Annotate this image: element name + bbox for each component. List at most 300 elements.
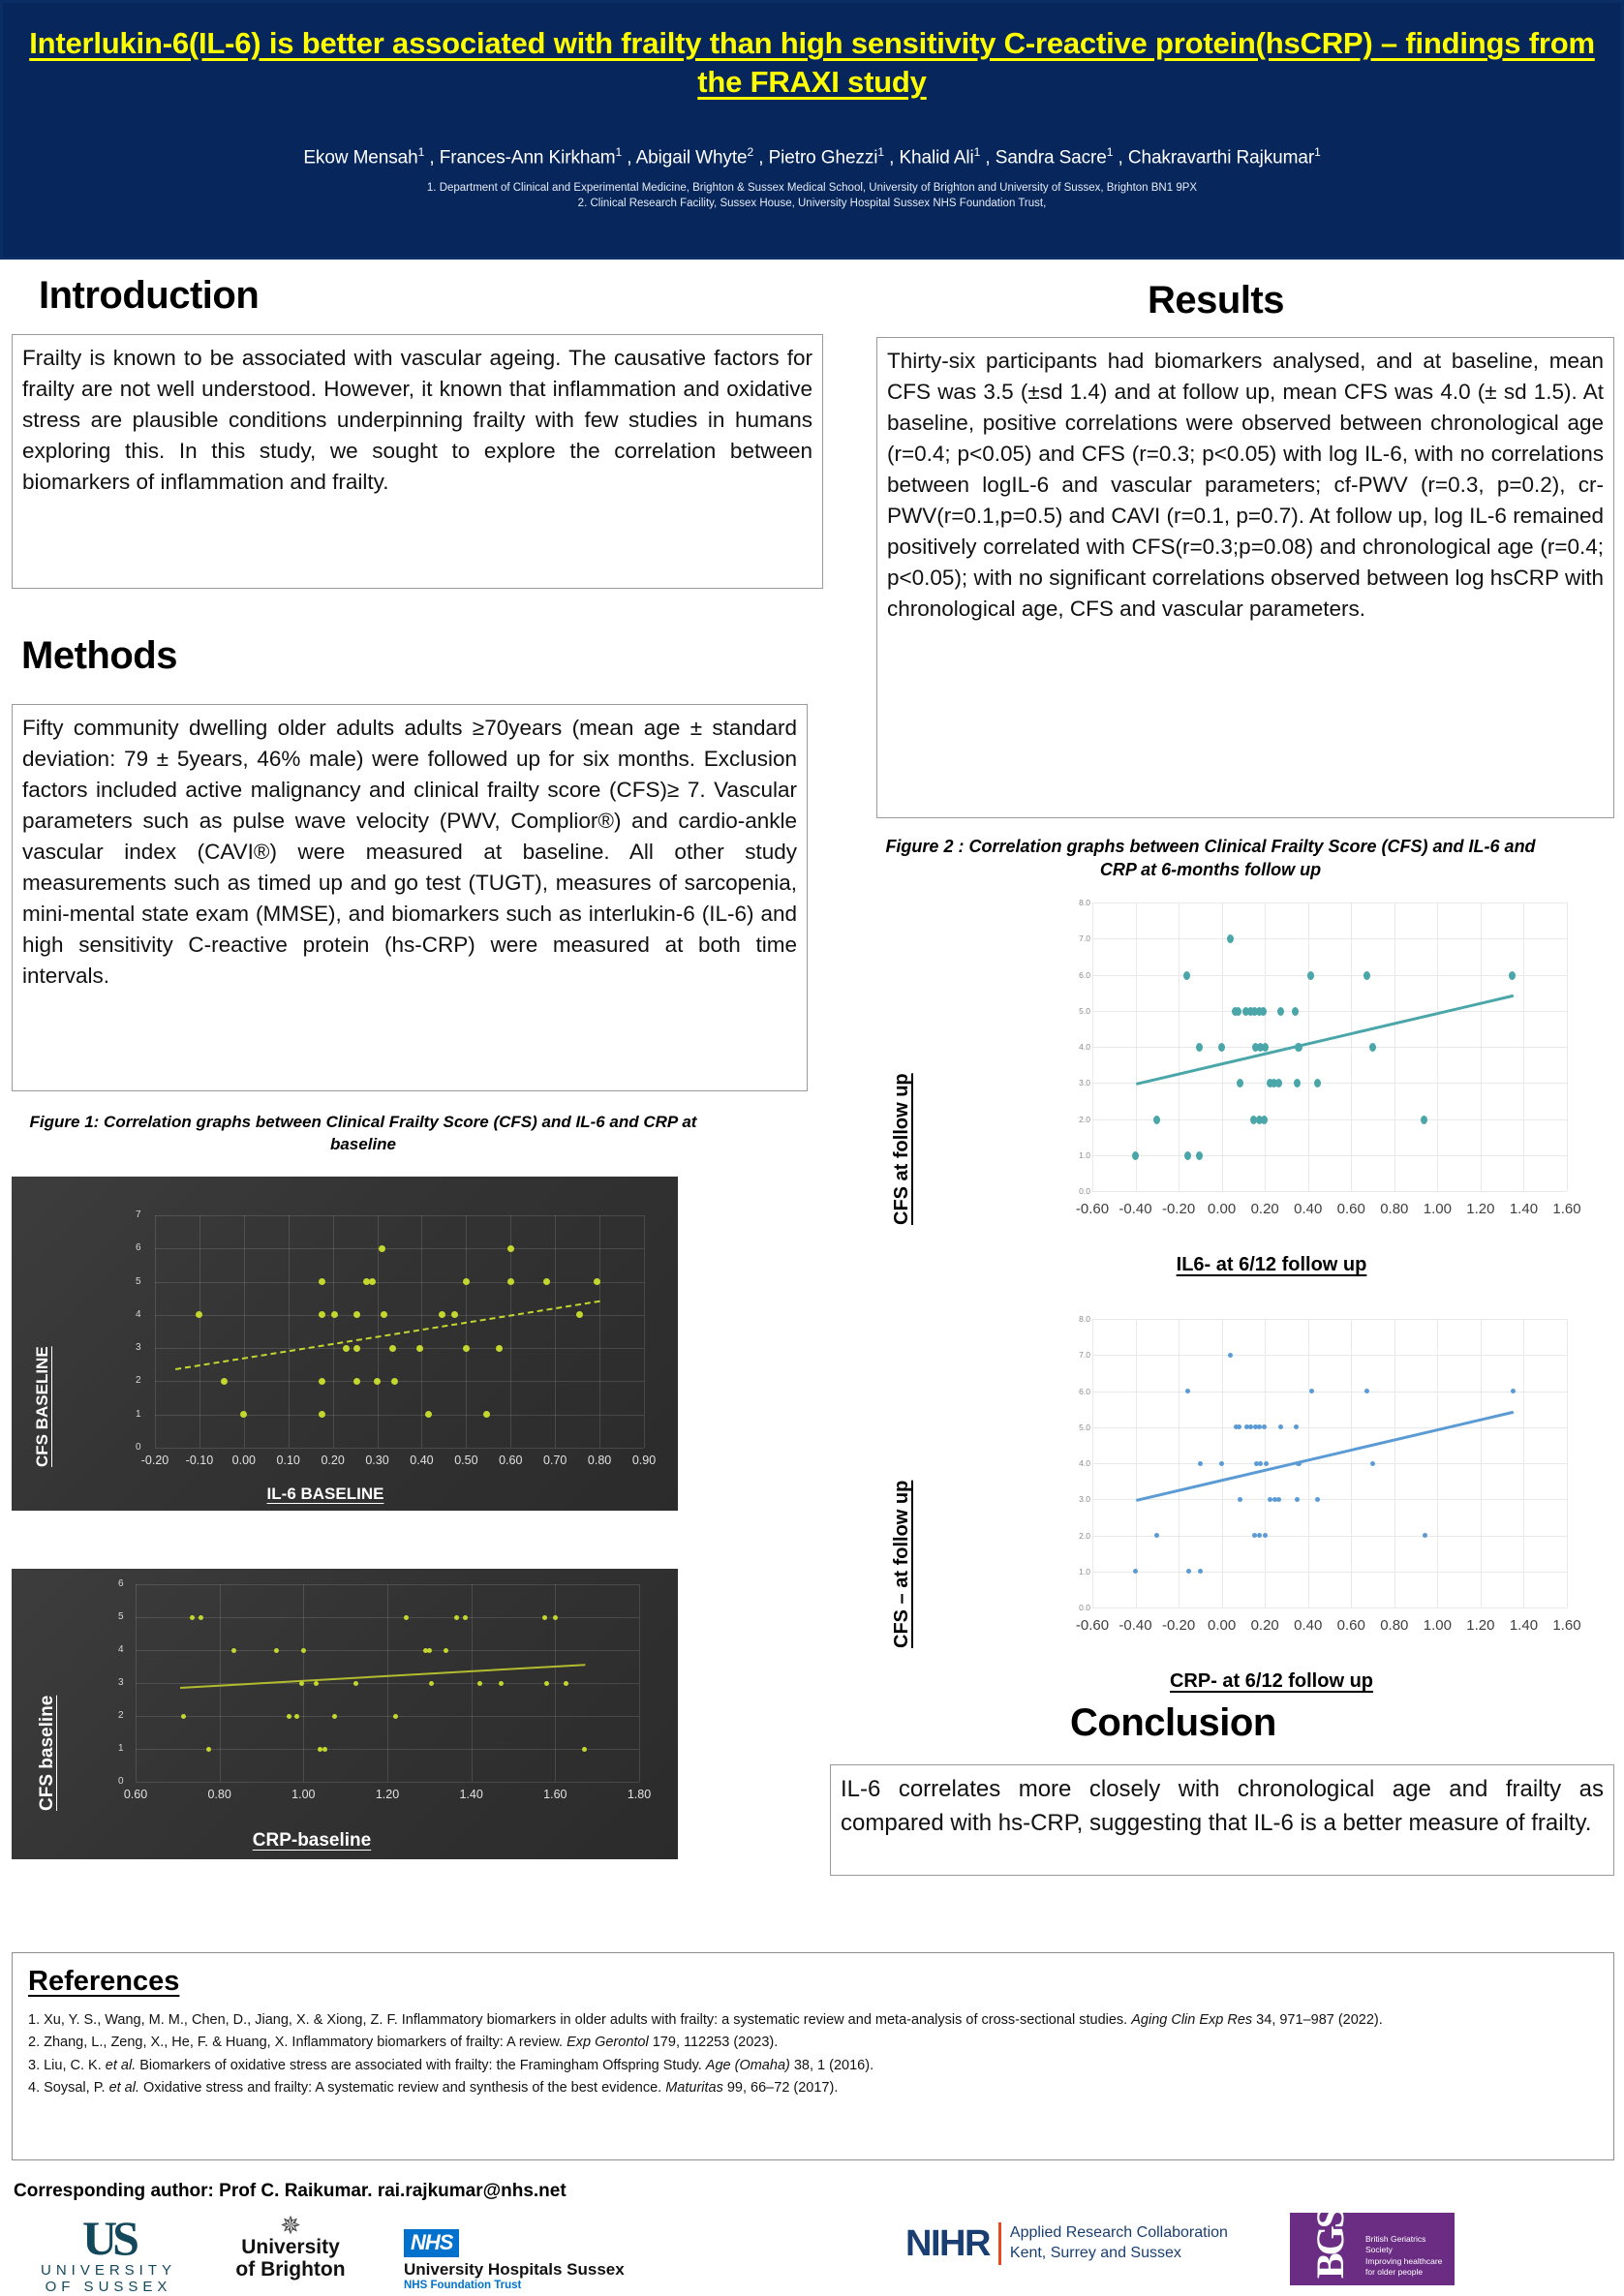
scatter-point (353, 1345, 360, 1352)
trendline (180, 1664, 585, 1689)
x-axis-tick-label: 0.80 (1380, 1201, 1409, 1217)
x-axis-tick-label: 0.60 (499, 1454, 523, 1467)
y-axis-tick-label: 6 (118, 1578, 124, 1589)
x-axis-tick-label: 0.00 (1208, 1201, 1237, 1217)
nihr-line1: Applied Research Collaboration (1009, 2224, 1228, 2242)
scatter-point (190, 1615, 195, 1620)
university-of-brighton-logo (208, 2211, 373, 2281)
gridline-vertical (220, 1584, 221, 1782)
gridline-vertical (421, 1215, 422, 1448)
british-geriatrics-society-logo (1290, 2209, 1455, 2285)
scatter-point (287, 1714, 291, 1719)
gridline-vertical (555, 1584, 556, 1782)
gridline-horizontal (1092, 938, 1567, 939)
scatter-point (196, 1311, 202, 1318)
scatter-point (1294, 1424, 1299, 1429)
scatter-point (1276, 1497, 1281, 1502)
x-axis-tick-label: 1.60 (1552, 1617, 1581, 1634)
y-axis-tick-label: 7 (136, 1209, 141, 1220)
scatter-point (1196, 1151, 1203, 1160)
gridline-horizontal (155, 1348, 644, 1349)
gridline-vertical (1481, 1319, 1482, 1607)
scatter-point (314, 1681, 319, 1686)
x-axis-tick-label: -0.40 (1118, 1617, 1152, 1634)
y-axis-tick-label: 5 (118, 1611, 124, 1622)
nhs-line2: NHS Foundation Trust (404, 2280, 522, 2291)
bgs-mark: BGS (1308, 2209, 1352, 2279)
gridline-horizontal (1092, 1047, 1567, 1048)
scatter-point (1260, 1007, 1267, 1016)
scatter-point (416, 1345, 423, 1352)
scatter-point (1237, 1079, 1243, 1087)
conclusion-heading: Conclusion (1070, 1701, 1276, 1744)
scatter-point (381, 1311, 387, 1318)
scatter-point (181, 1714, 186, 1719)
scatter-point (369, 1278, 376, 1285)
gridline-vertical (1437, 1319, 1438, 1607)
gridline-horizontal (1092, 975, 1567, 976)
x-axis-tick-label: -0.60 (1075, 1617, 1110, 1634)
gridline-vertical (472, 1584, 473, 1782)
scatter-point (444, 1648, 448, 1653)
scatter-point (1307, 971, 1314, 980)
y-axis-tick-label: 8.0 (1079, 1314, 1090, 1324)
gridline-vertical (1394, 1319, 1395, 1607)
scatter-point (301, 1648, 306, 1653)
scatter-point (1133, 1569, 1138, 1574)
x-axis-tick-label: -0.60 (1075, 1201, 1110, 1217)
affiliations (427, 180, 1197, 212)
introduction-body: Frailty is known to be associated with vascular ageing. The causative factors for frailty are not well understood. However, it known that inflammation and oxidative stress are plausible conditions underpinning frailty with few studies in humans exploring this. In this study, we sought to explore the correlation between biomarkers of inflammation and frailty. (12, 334, 823, 589)
scatter-point (1364, 1389, 1369, 1393)
scatter-point (1297, 1461, 1302, 1466)
methods-heading: Methods (21, 634, 177, 677)
x-axis-tick-label: -0.20 (1161, 1201, 1196, 1217)
trendline (175, 1300, 600, 1369)
scatter-point (1295, 1497, 1300, 1502)
x-axis-tick-label: -0.40 (1118, 1201, 1152, 1217)
x-axis-tick-label: 1.00 (1423, 1617, 1452, 1634)
gridline-horizontal (155, 1248, 644, 1249)
scatter-point (1370, 1461, 1375, 1466)
scatter-point (483, 1411, 490, 1418)
y-axis-tick-label: 0.0 (1079, 1603, 1090, 1612)
gridline-horizontal (1092, 1607, 1567, 1608)
chart-cfs-vs-crp-baseline (12, 1569, 678, 1859)
scatter-point (439, 1311, 445, 1318)
nihr-arc-logo (905, 2222, 1228, 2265)
x-axis-tick-label: 0.60 (1336, 1617, 1365, 1634)
chart-fig1b-ylabel: CFS baseline (37, 1695, 57, 1811)
affiliation-1: 1. Department of Clinical and Experimental Medicine, Brighton & Sussex Medical School, University of Brighton and University of Sussex, Brighton BN1 9PX (426, 181, 1198, 194)
y-axis-tick-label: 6.0 (1079, 1386, 1090, 1396)
y-axis-tick-label: 3.0 (1079, 1078, 1090, 1088)
poster-title: Interlukin-6(IL-6) is better associated with frailty than high sensitivity C-reactive protein(hsCRP) – findings from the FRAXI study (29, 26, 1595, 99)
star-icon: ✵ (280, 2211, 301, 2240)
gridline-horizontal (1092, 1191, 1567, 1192)
y-axis-tick-label: 4 (118, 1644, 124, 1655)
bgs-line2: Improving healthcare (1365, 2255, 1443, 2266)
x-axis-tick-label: 1.80 (627, 1788, 652, 1801)
scatter-point (1218, 1043, 1225, 1052)
references-list (28, 2009, 1600, 2100)
chart-cfs-vs-crp-followup (889, 1307, 1606, 1699)
gridline-horizontal (1092, 1155, 1567, 1156)
x-axis-tick-label: 1.20 (375, 1788, 400, 1801)
y-axis-tick-label: 0.0 (1079, 1186, 1090, 1196)
x-axis-tick-label: 0.60 (123, 1788, 148, 1801)
scatter-point (1278, 1424, 1283, 1429)
gridline-vertical (1437, 903, 1438, 1191)
y-axis-tick-label: 2 (136, 1375, 141, 1387)
gridline-vertical (1179, 1319, 1180, 1607)
scatter-point (1314, 1079, 1321, 1087)
chart-fig2a-xlabel: IL6- at 6/12 follow up (1176, 1254, 1367, 1275)
gridline-vertical (1092, 903, 1093, 1191)
scatter-point (463, 1615, 468, 1620)
scatter-point (1509, 971, 1516, 980)
scatter-point (1364, 971, 1370, 980)
gridline-vertical (1351, 903, 1352, 1191)
gridline-horizontal (155, 1282, 644, 1283)
scatter-point (477, 1681, 482, 1686)
scatter-point (1511, 1389, 1516, 1393)
scatter-point (1261, 1116, 1268, 1124)
gridline-vertical (1136, 903, 1137, 1191)
gridline-vertical (199, 1215, 200, 1448)
gridline-horizontal (1092, 1392, 1567, 1393)
scatter-point (542, 1615, 547, 1620)
x-axis-tick-label: 0.30 (365, 1454, 389, 1467)
scatter-point (393, 1714, 398, 1719)
y-axis-tick-label: 4.0 (1079, 1458, 1090, 1468)
scatter-point (353, 1311, 360, 1318)
y-axis-tick-label: 2.0 (1079, 1530, 1090, 1541)
scatter-point (343, 1345, 350, 1352)
y-axis-tick-label: 5.0 (1079, 1005, 1090, 1016)
scatter-point (331, 1311, 338, 1318)
scatter-point (553, 1615, 558, 1620)
gridline-vertical (1567, 1319, 1568, 1607)
x-axis-tick-label: 0.50 (454, 1454, 478, 1467)
scatter-point (1183, 971, 1190, 980)
y-axis-tick-label: 3 (136, 1342, 141, 1354)
scatter-point (451, 1311, 458, 1318)
trendline (1136, 995, 1514, 1086)
gridline-vertical (644, 1215, 645, 1448)
gridline-horizontal (1092, 1355, 1567, 1356)
chart-fig1b-xlabel: CRP-baseline (252, 1830, 372, 1851)
scatter-point (1275, 1079, 1282, 1087)
results-heading: Results (1148, 279, 1284, 321)
scatter-point (206, 1747, 211, 1752)
gridline-horizontal (1092, 1083, 1567, 1084)
brighton-line2: of Brighton (235, 2258, 346, 2281)
x-axis-tick-label: 0.80 (1380, 1617, 1409, 1634)
gridline-horizontal (1092, 1536, 1567, 1537)
x-axis-tick-label: 1.20 (1466, 1617, 1495, 1634)
scatter-point (463, 1278, 470, 1285)
y-axis-tick-label: 7.0 (1079, 1350, 1090, 1361)
nihr-text (1010, 2223, 1228, 2264)
scatter-point (425, 1411, 432, 1418)
gridline-vertical (289, 1215, 290, 1448)
x-axis-tick-label: 1.40 (1509, 1617, 1539, 1634)
reference-item: 1. Xu, Y. S., Wang, M. M., Chen, D., Jiang, X. & Xiong, Z. F. Inflammatory biomarkers in older adults with frailty: a systematic review and meta-analysis of cross-sectional studies. Aging Clin Exp Res 34, 971–987 (2022). (28, 2012, 1383, 2028)
methods-body: Fifty community dwelling older adults adults ≥70years (mean age ± standard deviation: 79 ± 5years, 46% male) were followed up for six months. Exclusion factors included active malignancy and clinical frailty score (CFS)≥ 7. Vascular parameters such as pulse wave velocity (PWV, Complior®) and cardio-ankle vascular index (CAVI®) were measured at baseline. All other study measurements such as timed up and go test (TUGT), measures of sarcopenia, mini-mental state exam (MMSE), and biomarkers such as interlukin-6 (IL-6) and high sensitivity C-reactive protein (hs-CRP) were measured at both time intervals. (12, 704, 808, 1091)
chart-cfs-vs-il6-baseline (12, 1177, 678, 1511)
gridline-vertical (1308, 903, 1309, 1191)
x-axis-tick-label: 0.90 (631, 1454, 657, 1467)
x-axis-tick-label: -0.10 (185, 1454, 214, 1467)
x-axis-tick-label: 1.60 (543, 1788, 567, 1801)
scatter-point (1277, 1007, 1284, 1016)
scatter-point (499, 1681, 504, 1686)
y-axis-tick-label: 6 (136, 1242, 141, 1254)
gridline-vertical (1394, 903, 1395, 1191)
scatter-point (1235, 1007, 1241, 1016)
y-axis-tick-label: 1.0 (1079, 1566, 1090, 1577)
y-axis-tick-label: 3 (118, 1677, 124, 1688)
scatter-point (1258, 1461, 1263, 1466)
y-axis-tick-label: 6.0 (1079, 969, 1090, 980)
poster-header-banner (0, 0, 1624, 260)
x-axis-tick-label: -0.20 (1161, 1617, 1196, 1634)
y-axis-tick-label: 4.0 (1079, 1042, 1090, 1052)
y-axis-tick-label: 5 (136, 1275, 141, 1287)
trendline (1136, 1411, 1514, 1502)
introduction-heading: Introduction (39, 274, 260, 317)
x-axis-tick-label: 1.00 (1423, 1201, 1452, 1217)
gridline-horizontal (1092, 1463, 1567, 1464)
reference-item: 4. Soysal, P. et al. Oxidative stress and frailty: A systematic review and synthesis of the best evidence. Maturitas 99, 66–72 (2017). (28, 2080, 839, 2097)
nihr-divider (998, 2222, 1001, 2265)
scatter-point (543, 1278, 550, 1285)
references-box (12, 1952, 1614, 2160)
scatter-point (1421, 1116, 1427, 1124)
scatter-point (1296, 1043, 1302, 1052)
y-axis-tick-label: 1.0 (1079, 1149, 1090, 1160)
gridline-vertical (155, 1215, 156, 1448)
x-axis-tick-label: 0.40 (1294, 1201, 1323, 1217)
scatter-point (389, 1345, 396, 1352)
x-axis-tick-label: 0.00 (231, 1454, 256, 1467)
scatter-point (507, 1245, 514, 1252)
figure2-caption: Figure 2 : Correlation graphs between Clinical Frailty Score (CFS) and IL-6 and CRP at 6-months follow up (885, 837, 1536, 880)
corresponding-author: Corresponding author: Prof C. Raikumar. rai.rajkumar@nhs.net (14, 2181, 567, 2201)
gridline-vertical (1523, 1319, 1524, 1607)
nihr-line2: Kent, Surrey and Sussex (1009, 2245, 1181, 2261)
x-axis-tick-label: 0.70 (543, 1454, 567, 1467)
brighton-line1: University (241, 2235, 340, 2258)
scatter-point (454, 1615, 459, 1620)
scatter-point (1185, 1389, 1190, 1393)
y-axis-tick-label: 7.0 (1079, 934, 1090, 944)
reference-item: 2. Zhang, L., Zeng, X., He, F. & Huang, X. Inflammatory biomarkers of frailty: A review. Exp Gerontol 179, 112253 (2023). (28, 2035, 779, 2051)
scatter-point (427, 1648, 432, 1653)
references-heading: References (28, 1966, 180, 1997)
reference-item: 3. Liu, C. K. et al. Biomarkers of oxidative stress are associated with frailty: the Framingham Offspring Study. Age (Omaha) 38, 1 (2016). (28, 2057, 874, 2073)
x-axis-tick-label: 0.10 (276, 1454, 300, 1467)
scatter-point (391, 1378, 398, 1385)
scatter-point (353, 1681, 358, 1686)
x-axis-tick-label: 0.60 (1336, 1201, 1365, 1217)
scatter-point (379, 1245, 385, 1252)
scatter-point (274, 1648, 279, 1653)
gridline-horizontal (155, 1381, 644, 1382)
scatter-point (1228, 1353, 1233, 1358)
gridline-horizontal (136, 1782, 639, 1783)
gridline-horizontal (1092, 1119, 1567, 1120)
x-axis-tick-label: 0.20 (1250, 1617, 1279, 1634)
scatter-point (1369, 1043, 1376, 1052)
scatter-point (319, 1311, 325, 1318)
x-axis-tick-label: 1.00 (291, 1788, 316, 1801)
scatter-point (1237, 1424, 1241, 1429)
gridline-vertical (333, 1215, 334, 1448)
conclusion-body: IL-6 correlates more closely with chronological age and frailty as compared with hs-CRP, suggesting that IL-6 is a better measure of frailty. (830, 1764, 1614, 1876)
gridline-vertical (599, 1215, 600, 1448)
results-body: Thirty-six participants had biomarkers analysed, and at baseline, mean CFS was 3.5 (±sd 1.4) and at follow up, mean CFS was 4.0 (± sd 1.5). At baseline, positive correlations were observed between chronological age (r=0.4; p<0.05) and CFS (r=0.3; p<0.05) with log IL-6, with no correlations between logIL-6 and vascular parameters; cf-PWV (r=0.3, p=0.2), cr-PWV(r=0.1,p=0.5) and CAVI (r=0.1, p=0.7). At follow up, log IL-6 remained positively correlated with CFS(r=0.3;p=0.08) and chronological age (r=0.4; p<0.05); with no significant correlations observed between log hsCRP with chronological age, CFS and vascular parameters. (876, 337, 1614, 818)
gridline-horizontal (155, 1415, 644, 1416)
y-axis-tick-label: 2 (118, 1710, 124, 1721)
gridline-vertical (466, 1215, 467, 1448)
chart-fig1a-ylabel: CFS BASELINE (33, 1346, 51, 1467)
scatter-point (1262, 1424, 1267, 1429)
scatter-point (1132, 1151, 1139, 1160)
x-axis-tick-label: 1.20 (1466, 1201, 1495, 1217)
nhs-university-hospitals-sussex-logo (404, 2229, 625, 2291)
gridline-vertical (1136, 1319, 1137, 1607)
scatter-point (199, 1615, 203, 1620)
scatter-point (1198, 1569, 1203, 1574)
scatter-point (319, 1411, 325, 1418)
scatter-point (564, 1681, 568, 1686)
y-axis-tick-label: 1 (136, 1408, 141, 1420)
scatter-point (1262, 1043, 1269, 1052)
scatter-point (231, 1648, 236, 1653)
chart-fig2b-ylabel: CFS – at follow up (891, 1480, 912, 1648)
scatter-point (1423, 1533, 1427, 1538)
chart-fig2a-ylabel: CFS at follow up (891, 1073, 912, 1225)
x-axis-tick-label: -0.20 (140, 1454, 169, 1467)
scatter-point (1263, 1533, 1268, 1538)
y-axis-tick-label: 8.0 (1079, 898, 1090, 907)
scatter-point (1264, 1461, 1269, 1466)
y-axis-tick-label: 5.0 (1079, 1422, 1090, 1432)
x-axis-tick-label: 0.00 (1208, 1617, 1237, 1634)
gridline-vertical (1092, 1319, 1093, 1607)
gridline-horizontal (1092, 1572, 1567, 1573)
scatter-point (221, 1378, 228, 1385)
bgs-line1: British Geriatrics Society (1365, 2234, 1426, 2255)
gridline-vertical (387, 1584, 388, 1782)
scatter-point (404, 1615, 409, 1620)
y-axis-tick-label: 4 (136, 1308, 141, 1320)
chart-fig2b-xlabel: CRP- at 6/12 follow up (1169, 1670, 1374, 1692)
chart-cfs-vs-il6-followup (889, 891, 1606, 1283)
scatter-point (544, 1681, 549, 1686)
figure1-caption: Figure 1: Correlation graphs between Clinical Frailty Score (CFS) and IL-6 and CRP at baseline (29, 1113, 697, 1153)
scatter-point (576, 1311, 583, 1318)
scatter-point (1309, 1389, 1314, 1393)
gridline-vertical (1567, 903, 1568, 1191)
scatter-point (332, 1714, 337, 1719)
scatter-point (1196, 1043, 1203, 1052)
scatter-point (319, 1378, 325, 1385)
scatter-point (353, 1378, 360, 1385)
x-axis-tick-label: 0.80 (587, 1454, 612, 1467)
gridline-horizontal (1092, 1427, 1567, 1428)
scatter-point (1198, 1461, 1203, 1466)
scatter-point (463, 1345, 470, 1352)
scatter-point (1184, 1151, 1191, 1160)
scatter-point (429, 1681, 434, 1686)
scatter-point (322, 1747, 327, 1752)
x-axis-tick-label: 1.40 (459, 1788, 483, 1801)
gridline-horizontal (1092, 1319, 1567, 1320)
sussex-mark: US (82, 2211, 135, 2265)
gridline-vertical (136, 1584, 137, 1782)
y-axis-tick-label: 0 (118, 1776, 124, 1787)
scatter-point (1292, 1007, 1299, 1016)
y-axis-tick-label: 3.0 (1079, 1494, 1090, 1505)
scatter-point (1153, 1116, 1160, 1124)
gridline-vertical (555, 1215, 556, 1448)
gridline-vertical (639, 1584, 640, 1782)
gridline-vertical (1179, 903, 1180, 1191)
x-axis-tick-label: 1.40 (1509, 1201, 1539, 1217)
scatter-point (1154, 1533, 1159, 1538)
scatter-point (1186, 1569, 1191, 1574)
scatter-point (1227, 934, 1234, 943)
x-axis-tick-label: 0.80 (207, 1788, 231, 1801)
nhs-badge: NHS (404, 2229, 459, 2257)
sussex-line2: OF SUSSEX (45, 2278, 172, 2295)
scatter-point (1294, 1079, 1301, 1087)
scatter-point (374, 1378, 381, 1385)
scatter-point (582, 1747, 587, 1752)
affiliation-2: 2. Clinical Research Facility, Sussex House, University Hospital Sussex NHS Foundation Trust, (577, 198, 1047, 210)
nhs-line1: University Hospitals Sussex (404, 2260, 625, 2279)
scatter-point (299, 1681, 304, 1686)
scatter-point (240, 1411, 247, 1418)
bgs-line3: for older people (1365, 2267, 1424, 2278)
sussex-line1: UNIVERSITY (40, 2261, 176, 2279)
nihr-mark: NIHR (905, 2222, 990, 2264)
gridline-vertical (1523, 903, 1524, 1191)
scatter-point (1315, 1497, 1320, 1502)
x-axis-tick-label: 0.20 (321, 1454, 345, 1467)
x-axis-tick-label: 0.20 (1250, 1201, 1279, 1217)
y-axis-tick-label: 2.0 (1079, 1114, 1090, 1124)
gridline-vertical (1308, 1319, 1309, 1607)
scatter-point (1238, 1497, 1242, 1502)
university-of-sussex-logo (31, 2211, 186, 2295)
gridline-vertical (1351, 1319, 1352, 1607)
scatter-point (496, 1345, 503, 1352)
gridline-horizontal (155, 1215, 644, 1216)
gridline-horizontal (1092, 1499, 1567, 1500)
gridline-horizontal (155, 1315, 644, 1316)
scatter-point (294, 1714, 299, 1719)
x-axis-tick-label: 0.40 (410, 1454, 434, 1467)
scatter-point (1219, 1461, 1224, 1466)
scatter-point (507, 1278, 514, 1285)
scatter-point (319, 1278, 325, 1285)
scatter-point (1252, 1533, 1257, 1538)
y-axis-tick-label: 0 (136, 1442, 141, 1453)
